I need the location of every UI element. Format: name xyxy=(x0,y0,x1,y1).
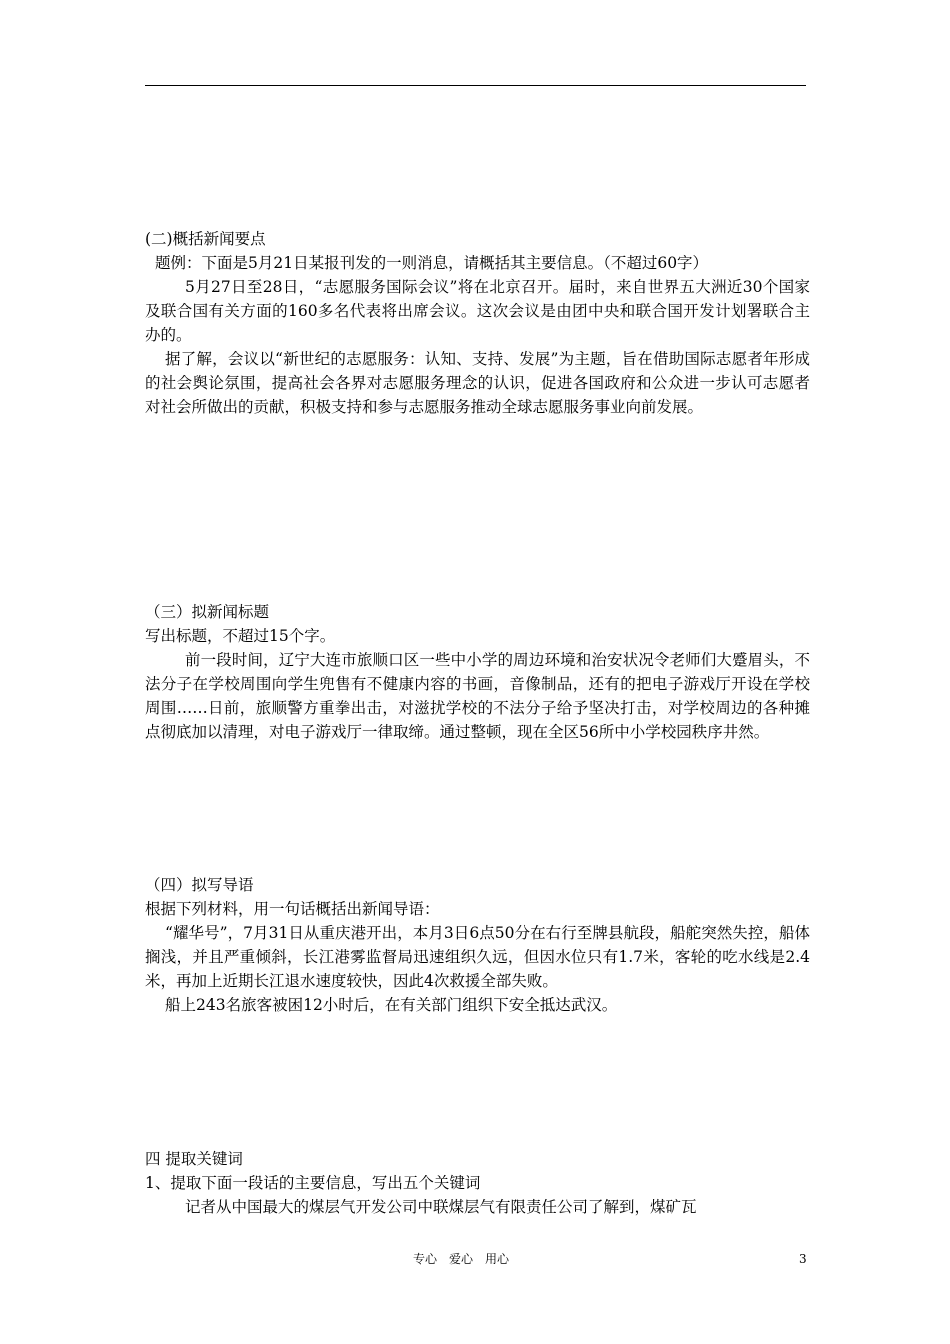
page-number: 3 xyxy=(799,1252,807,1266)
body-paragraph: 前一段时间，辽宁大连市旅顺口区一些中小学的周边环境和治安状况令老师们大蹙眉头，不法分子在学校周围向学生兜售有不健康内容的书画，音像制品，还有的把电子游戏厅开设在学校周围……日前，旅顺警方重拳出击，对滋扰学校的不法分子给予坚决打击，对学校周边的各种摊点彻底加以清理，对电子游戏厅一律取缔。通过整顿，现在全区56所中小学校园秩序井然。 xyxy=(145,651,810,741)
footer-motto: 专心 爱心 用心 xyxy=(413,1252,510,1266)
section-headline xyxy=(145,600,810,744)
section-heading: 四 提取关键词 xyxy=(145,1150,243,1168)
section-summarize-news xyxy=(145,227,810,419)
section-lead xyxy=(145,873,810,1017)
section-heading: （三）拟新闻标题 xyxy=(145,603,270,621)
body-paragraph: 记者从中国最大的煤层气开发公司中联煤层气有限责任公司了解到，煤矿瓦 xyxy=(185,1198,697,1216)
header-rule xyxy=(145,85,806,86)
section-heading: （四）拟写导语 xyxy=(145,876,254,894)
exercise-prompt: 题例：下面是5月21日某报刊发的一则消息，请概括其主要信息。（不超过60字） xyxy=(155,254,709,272)
body-paragraph: “耀华号”，7月31日从重庆港开出，本月3日6点50分在右行至牌县航段，船舵突然失控，船体搁浅，并且严重倾斜，长江港雾监督局迅速组织久远，但因水位只有1.7米，客轮的吃水线是2.4米，再加上近期长江退水速度较快，因此4次救援全部失败。 xyxy=(145,924,810,990)
body-paragraph: 5月27日至28日，“志愿服务国际会议”将在北京召开。届时，来自世界五大洲近30个国家及联合国有关方面的160多名代表将出席会议。这次会议是由团中央和联合国开发计划署联合主办的。 xyxy=(145,278,810,344)
body-paragraph: 船上243名旅客被困12小时后，在有关部门组织下安全抵达武汉。 xyxy=(165,996,618,1014)
body-paragraph: 据了解，会议以“新世纪的志愿服务：认知、支持、发展”为主题，旨在借助国际志愿者年形成的社会舆论氛围，提高社会各界对志愿服务理念的认识，促进各国政府和公众进一步认可志愿者对社会所做出的贡献，积极支持和参与志愿服务推动全球志愿服务事业向前发展。 xyxy=(145,350,810,416)
section-keywords xyxy=(145,1147,810,1219)
exercise-prompt: 写出标题，不超过15个字。 xyxy=(145,627,336,645)
section-heading: (二)概括新闻要点 xyxy=(145,230,266,248)
exercise-prompt: 根据下列材料，用一句话概括出新闻导语： xyxy=(145,900,440,918)
exercise-prompt: 1、提取下面一段话的主要信息，写出五个关键词 xyxy=(145,1174,481,1192)
